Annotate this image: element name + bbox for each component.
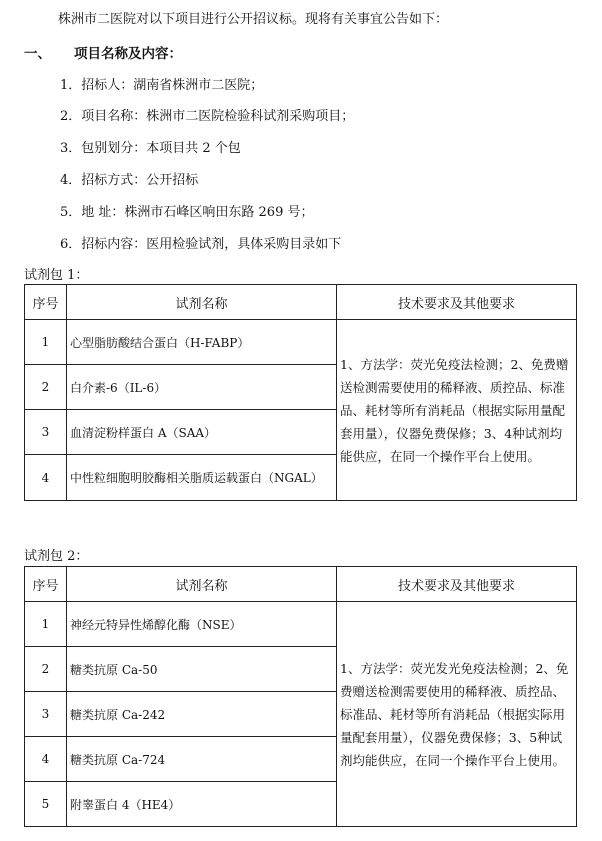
row-no: 1 [25,602,67,647]
package1-label: 试剂包 1： [24,268,89,283]
section-heading [24,42,182,62]
header-no: 序号 [25,567,67,602]
item-package-division: 3．包别划分：本项目共 2 个包 [60,141,241,156]
row-reagent-name: 血清淀粉样蛋白 A（SAA） [67,410,337,455]
header-name: 试剂名称 [67,567,337,602]
intro-text: 株洲市二医院对以下项目进行公开招议标。现将有关事宜公告如下： [58,12,449,27]
row-no: 2 [25,365,67,410]
item-tender-method: 4．招标方式：公开招标 [60,173,199,188]
row-reagent-name: 神经元特异性烯醇化酶（NSE） [67,602,337,647]
row-reagent-name: 糖类抗原 Ca-242 [67,692,337,737]
row-no: 3 [25,410,67,455]
package1-table [24,284,577,501]
table-row [25,320,577,365]
row-reagent-name: 糖类抗原 Ca-50 [67,647,337,692]
table-header-row [25,567,577,602]
row-no: 2 [25,647,67,692]
header-no: 序号 [25,285,67,320]
header-name: 试剂名称 [67,285,337,320]
row-no: 3 [25,692,67,737]
row-no: 1 [25,320,67,365]
row-no: 5 [25,782,67,827]
package2-label: 试剂包 2： [24,549,89,564]
section-title: 项目名称及内容： [74,46,182,62]
item-project-name: 2．项目名称：株洲市二医院检验科试剂采购项目； [60,109,355,124]
row-no: 4 [25,737,67,782]
section-number: 一、 [24,46,51,62]
row-no: 4 [25,455,67,501]
header-requirements: 技术要求及其他要求 [337,285,577,320]
row-reagent-name: 附睾蛋白 4（HE4） [67,782,337,827]
table-row [25,602,577,647]
row-reagent-name: 中性粒细胞明胶酶相关脂质运载蛋白（NGAL） [67,455,337,501]
requirements-cell: 1、方法学：荧光发光免疫法检测；2、免费赠送检测需要使用的稀释液、质控品、标准品、耗材等所有消耗品（根据实际用量配套用量），仪器免费保修；3、5种试剂均能供应，在同一个操作平台上使用。 [337,602,577,827]
row-reagent-name: 白介素-6（IL-6） [67,365,337,410]
package2-table [24,566,577,827]
item-tender-content: 6．招标内容：医用检验试剂，具体采购目录如下 [60,237,342,252]
table-header-row [25,285,577,320]
row-reagent-name: 糖类抗原 Ca-724 [67,737,337,782]
item-address: 5．地 址：株洲市石峰区响田东路 269 号； [60,205,314,220]
requirements-cell: 1、方法学：荧光免疫法检测；2、免费赠送检测需要使用的稀释液、质控品、标准品、耗材等所有消耗品（根据实际用量配套用量），仪器免费保修；3、4种试剂均能供应，在同一个操作平台上使用。 [337,320,577,501]
row-reagent-name: 心型脂肪酸结合蛋白（H-FABP） [67,320,337,365]
item-tenderer: 1．招标人：湖南省株洲市二医院； [60,78,264,93]
header-requirements: 技术要求及其他要求 [337,567,577,602]
